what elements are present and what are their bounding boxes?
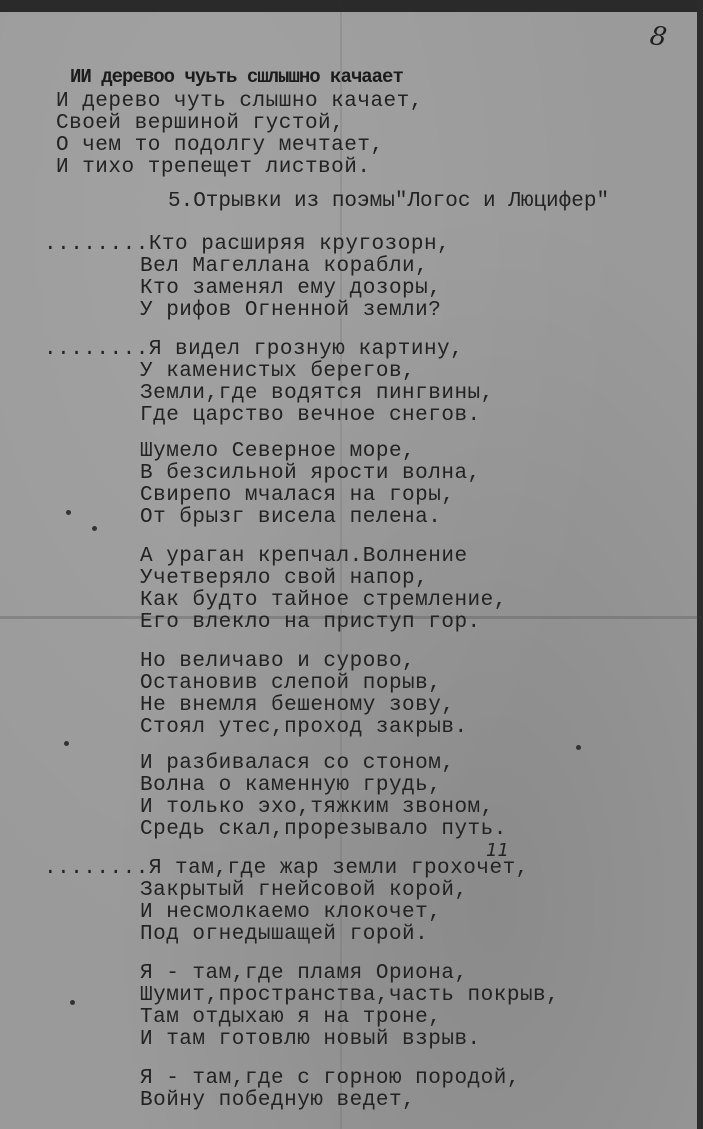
poem-line: И разбивалася со стоном, — [140, 752, 455, 775]
intro-line: Своей вершиной густой, — [56, 112, 345, 135]
poem-line: Но величаво и сурово, — [140, 650, 416, 673]
poem-line: В безсильной ярости волна, — [140, 462, 481, 485]
poem-line: Стоял утес,проход закрыв. — [140, 716, 468, 739]
poem-line: И там готовлю новый взрыв. — [140, 1028, 481, 1051]
scan-speck — [64, 741, 69, 746]
poem-line: Свирепо мчалася на горы, — [140, 484, 455, 507]
poem-line: Средь скал,прорезывало путь. — [140, 818, 507, 841]
intro-line: И дерево чуть слышно качает, — [56, 90, 423, 113]
intro-line: О чем то подолгу мечтает, — [56, 134, 384, 157]
poem-line: Под огнедышащей горой. — [140, 923, 429, 946]
poem-line: ........Я там,где жар земли грохочет, — [44, 857, 529, 880]
handwritten-note: 11 — [486, 840, 509, 861]
poem-line: Я - там,где пламя Ориона, — [140, 962, 468, 985]
poem-line: Я - там,где с горною породой, — [140, 1067, 520, 1090]
scan-speck — [92, 526, 97, 531]
poem-line: Земли,где водятся пингвины, — [140, 382, 494, 405]
poem-line: ........Кто расширяя кругозорн, — [44, 233, 451, 256]
scan-speck — [70, 1000, 75, 1005]
poem-line: Где царство вечное снегов. — [140, 404, 481, 427]
poem-line: У рифов Огненной земли? — [140, 299, 442, 322]
poem-line: Войну победную ведет, — [140, 1089, 416, 1112]
poem-line: Остановив слепой порыв, — [140, 672, 442, 695]
scan-speck — [576, 745, 581, 750]
poem-line: И только эхо,тяжким звоном, — [140, 796, 494, 819]
poem-line: Его влекло на приступ гор. — [140, 611, 481, 634]
poem-line: Там отдыхаю я на троне, — [140, 1006, 442, 1029]
scan-top-edge — [0, 0, 703, 12]
poem-line: Шумит,пространства,часть покрыв, — [140, 984, 560, 1007]
scan-right-edge — [697, 0, 703, 1129]
poem-line: Вел Магеллана корабли, — [140, 255, 429, 278]
intro-line: И тихо трепещет листвой. — [56, 156, 371, 179]
poem-line: Кто заменял ему дозоры, — [140, 277, 442, 300]
poem-line: А ураган крепчал.Волнение — [140, 545, 468, 568]
scan-speck — [66, 510, 71, 515]
poem-line: Закрытый гнейсовой корой, — [140, 879, 468, 902]
poem-line: Учетверяло свой напор, — [140, 567, 429, 590]
poem-line: Не внемля бешеному зову, — [140, 694, 455, 717]
poem-line: И несмолкаемо клокочет, — [140, 901, 442, 924]
poem-line: Как будто тайное стремление, — [140, 589, 507, 612]
poem-line: ........Я видел грозную картину, — [44, 338, 464, 361]
section-title: 5.Отрывки из поэмы"Логос и Люцифер" — [168, 190, 610, 213]
struck-out-line: ИИ деревоо чуьть сшлышно качаает — [70, 66, 403, 88]
poem-line: У каменистых берегов, — [140, 360, 416, 383]
poem-line: Волна о каменную грудь, — [140, 774, 442, 797]
poem-line: От брызг висела пелена. — [140, 506, 442, 529]
poem-line: Шумело Северное море, — [140, 440, 416, 463]
page-number: 8 — [647, 20, 669, 54]
